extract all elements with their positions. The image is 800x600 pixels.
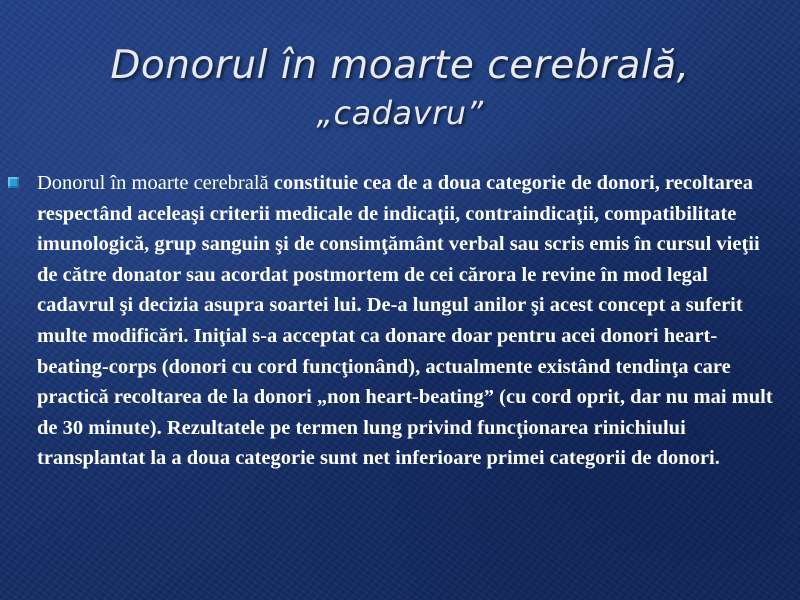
bullet-text — [37, 168, 778, 474]
bullet-body-text: constituie cea de a doua categorie de donori, recoltarea respectând aceleaşi criterii medicale de indicaţii, contraindicaţii, compatibilitate imunologică, grup sanguin şi de consimţământ verbal sau scris emis în cursul vieţii de către donator sau acordat postmortem de cei cărora le revine în mod legal cadavrul şi decizia asupra soartei lui. De-a lungul anilor şi acest concept a suferit multe modificări. Iniţial s-a acceptat ca donare doar pentru acei donori heart-beating-corps (donori cu cord funcţionând), actualmente existând tendinţa care practică recoltarea de la donori „non heart-beating” (cu cord oprit, dar nu mai mult de 30 minute). Rezultatele pe termen lung privind funcţionarea rinichiului transplantat la a doua categorie sunt net inferioare primei categorii de donori. — [37, 172, 773, 470]
bullet-item — [8, 168, 778, 474]
title-line-2: „cadavru” — [316, 94, 484, 132]
title-line-1: Donorul în moarte cerebrală, — [110, 43, 690, 88]
bullet-lead-text: Donorul în moarte cerebrală — [37, 172, 274, 194]
square-bullet-icon — [8, 177, 19, 188]
slide-title — [0, 40, 800, 134]
